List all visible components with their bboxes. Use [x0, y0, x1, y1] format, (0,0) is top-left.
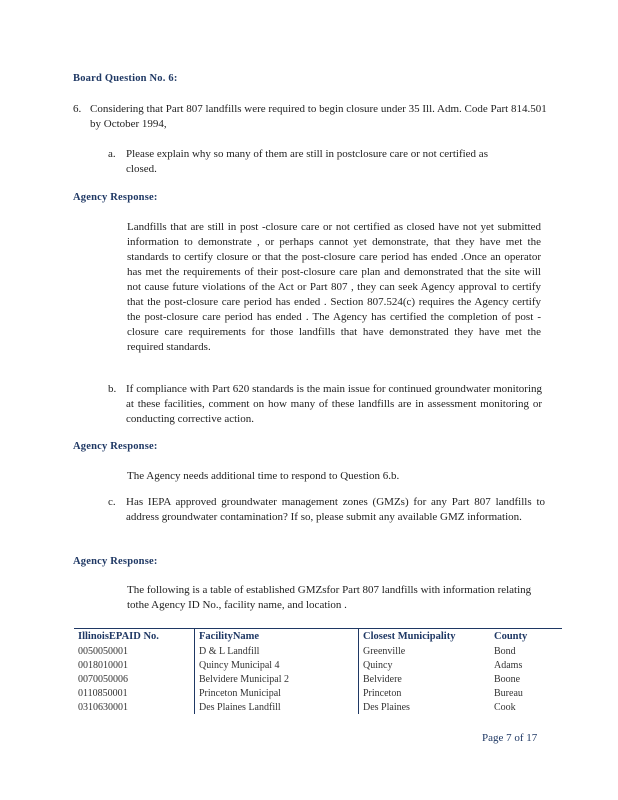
response-a-heading: Agency Response: — [73, 192, 158, 203]
cell-municipality: Quincy — [363, 659, 393, 671]
cell-epa-id: 0310630001 — [74, 700, 195, 714]
part-c — [108, 495, 545, 525]
cell-epa-id: 0110850001 — [74, 686, 195, 700]
question-6 — [73, 102, 553, 132]
part-b — [108, 382, 542, 427]
part-c-text: Has IEPA approved groundwater management zones (GMZs) for any Part 807 landfills to address groundwater contamination? If so, please submit any available GMZ information. — [126, 496, 545, 523]
cell-county: Bureau — [494, 687, 523, 699]
cell-municipality: Princeton — [363, 687, 402, 699]
table-row — [74, 672, 562, 686]
cell-county: Cook — [494, 701, 516, 713]
part-c-label: c. — [108, 496, 116, 508]
question-number: 6. — [73, 103, 82, 115]
part-b-label: b. — [108, 383, 117, 395]
cell-facility-name: Belvidere Municipal 2 — [195, 672, 359, 686]
table-row — [74, 686, 562, 700]
response-b-heading: Agency Response: — [73, 441, 158, 452]
question-heading: Board Question No. 6: — [73, 73, 178, 84]
cell-facility-name: Quincy Municipal 4 — [195, 658, 359, 672]
column-header-facility-name: FacilityName — [195, 629, 359, 645]
cell-county: Boone — [494, 673, 521, 685]
response-b-text: The Agency needs additional time to respond to Question 6.b. — [127, 470, 400, 482]
cell-municipality: Belvidere — [363, 673, 402, 685]
response-a-text: Landfills that are still in post -closure care or not certified as closed have not yet submitted information to demonstrate , or perhaps cannot yet demonstrate, that they have met the standards to certify closure or that the post-closure care period has ended .Once an operator has met the requirements of their post-closure care plan and demonstrated that the site will not cause future violations of the Act or Part 807 , they can seek Agency approval to certify that the post-closure care period has ended . Section 807.524(c) requires the Agency certify the post-closure care period has ended . The Agency has certified the completion of post -closure care requirements for those landfills that have demonstrated they have met the required standards. — [127, 221, 541, 353]
cell-county: Bond — [494, 645, 516, 657]
column-header-county: County — [494, 631, 528, 642]
cell-county: Adams — [494, 659, 523, 671]
table-header-row — [74, 629, 562, 645]
cell-municipality: Des Plaines — [363, 701, 410, 713]
part-b-text: If compliance with Part 620 standards is the main issue for continued groundwater monitoring at these facilities, comment on how many of these landfills are in assessment monitoring or conducting corrective action. — [126, 383, 542, 425]
part-a-label: a. — [108, 148, 116, 160]
cell-municipality: Greenville — [363, 645, 406, 657]
question-text: Considering that Part 807 landfills were required to begin closure under 35 Ill. Adm. Code Part 814.501 by October 1994, — [90, 103, 547, 130]
page-number: Page 7 of 17 — [482, 732, 538, 744]
gmz-table — [74, 628, 562, 714]
cell-epa-id: 0050050001 — [74, 644, 195, 658]
part-a — [108, 147, 528, 177]
table-row — [74, 644, 562, 658]
cell-facility-name: D & L Landfill — [195, 644, 359, 658]
cell-facility-name: Princeton Municipal — [195, 686, 359, 700]
table-row — [74, 658, 562, 672]
response-c-heading: Agency Response: — [73, 556, 158, 567]
response-c-text: The following is a table of established GMZsfor Part 807 landfills with information relating tothe Agency ID No., facility name, and location . — [127, 584, 532, 611]
cell-epa-id: 0018010001 — [74, 658, 195, 672]
table-row — [74, 700, 562, 714]
cell-epa-id: 0070050006 — [74, 672, 195, 686]
part-a-text: Please explain why so many of them are still in postclosure care or not certified as closed. — [126, 148, 488, 175]
column-header-municipality: Closest Municipality — [363, 631, 456, 642]
cell-facility-name: Des Plaines Landfill — [195, 700, 359, 714]
column-header-epa-id: IllinoisEPAID No. — [74, 629, 195, 645]
